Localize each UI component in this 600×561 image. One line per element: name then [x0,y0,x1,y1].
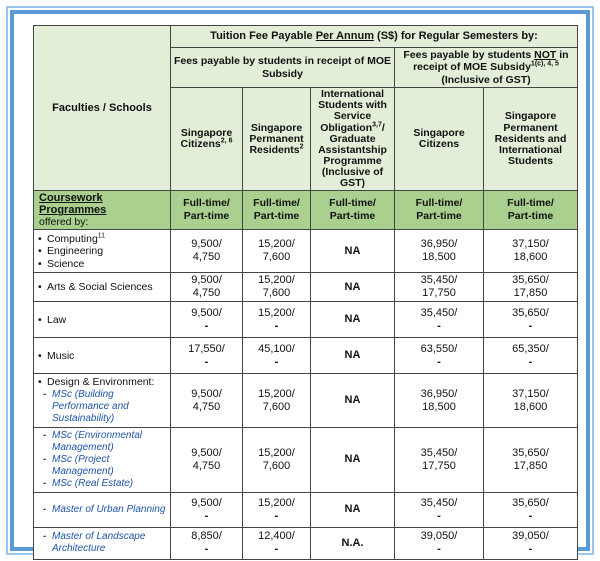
fee-value-cell [484,273,578,302]
fee-value-cell [395,273,484,302]
fee-value-line: 36,950/ [420,387,458,400]
faculties-schools-header [34,26,171,191]
fee-value-line: 35,650/ [512,306,549,319]
fee-value-cell [484,527,578,559]
fee-value-line: 15,200/ [258,446,295,459]
programme-cell [34,427,171,492]
fulltime-label: Full-time/ [507,197,554,210]
programme-text: Arts & Social Sciences [47,281,153,293]
programme-text: MSc (Real Estate) [52,477,134,489]
fee-value-cell [243,230,311,273]
footnote-sup: 11 [97,232,106,239]
fee-value-line: 18,600 [513,400,548,413]
fee-value-cell [171,302,243,338]
fee-value-cell [311,427,395,492]
programme-cell [34,338,171,374]
fee-value-line: 15,200/ [258,238,295,251]
programme-text: MSc (Project Management) [52,453,114,477]
fee-value-line: NA [344,503,361,516]
title-underlined-text: Per Annum [315,30,374,43]
fee-value-line: 15,200/ [258,306,295,319]
fee-value-line: - [274,509,279,522]
fulltime-parttime-header [243,191,311,230]
programme-label [43,478,168,490]
fee-value-cell [484,427,578,492]
fee-value-cell [311,527,395,559]
fee-value-cell [395,338,484,374]
fee-value-cell [171,374,243,428]
subsidy-group-header [171,48,395,88]
programme-label [43,504,168,516]
fee-value-line: 39,050/ [420,530,458,543]
fee-value-line: 18,500 [422,251,456,264]
faculties-schools-label: Faculties / Schools [52,101,152,114]
fee-value-cell [243,492,311,527]
faculty-label [38,258,168,271]
fee-row [34,273,578,302]
fee-value-cell [171,230,243,273]
fee-value-cell [171,527,243,559]
fee-value-cell [395,427,484,492]
fee-value-line: 15,200/ [258,496,295,509]
fulltime-parttime-header [171,191,243,230]
fee-value-line: 17,850 [513,459,548,472]
programme-text: Music [47,349,75,362]
fee-row [34,338,578,374]
fee-value-cell [171,338,243,374]
fee-value-line: 9,500/ [191,387,222,400]
fee-value-cell [484,374,578,428]
programme-label [43,389,168,425]
dash-marker: - [43,453,47,465]
fee-value-line: - [437,319,441,332]
col-header-sg-citizens-nonsubsidized [395,88,484,191]
fee-value-cell [311,338,395,374]
fee-value-cell [243,302,311,338]
parttime-label: Part-time [416,210,462,223]
fee-value-line: 9,500/ [191,306,222,319]
fee-table-body [34,230,578,560]
fee-value-cell [311,273,395,302]
fee-value-line: 37,150/ [512,238,549,251]
fee-value-cell [395,527,484,559]
col-footnote-sup: 2, 6 [220,137,233,145]
non-subsidy-footnote-sup: 1(c), 4, 5 [530,60,559,68]
fee-value-cell [395,230,484,273]
fee-value-line: 9,500/ [191,274,222,287]
programme-text: Engineering [47,245,104,257]
col-header-sg-pr-intl-nonsubsidized [484,88,578,191]
fee-value-cell [484,230,578,273]
fee-value-line: - [204,319,209,332]
fee-value-cell [243,427,311,492]
programme-label [43,454,168,478]
fee-value-cell [243,273,311,302]
fee-value-line: - [437,355,441,368]
faculty-label [38,314,168,327]
fee-value-line: 17,750 [422,287,456,300]
fee-value-cell [395,374,484,428]
coursework-label: Coursework Programmes [39,192,107,217]
fulltime-label: Full-time/ [183,197,230,210]
coursework-programmes-header [34,191,171,230]
dash-marker: - [43,477,47,489]
fee-value-line: 9,500/ [191,238,222,251]
bullet-marker: • [38,349,42,362]
fee-value-line: 63,550/ [420,342,458,355]
parttime-label: Part-time [507,210,554,223]
fee-row [34,527,578,559]
title-text-tail: (S$) for Regular Semesters by: [373,30,538,43]
parttime-label: Part-time [253,210,300,223]
fee-value-cell [243,374,311,428]
fee-value-line: - [528,509,533,522]
fee-value-line: 17,750 [422,459,456,472]
fee-value-line: - [437,509,441,522]
programme-cell [34,230,171,273]
programme-text: Computing$^{11}$ [47,232,106,245]
fulltime-label: Full-time/ [253,197,300,210]
non-subsidy-gst-note: (Inclusive of GST) [441,73,531,86]
fee-value-line: 17,550/ [188,342,225,355]
fee-value-line: - [274,355,279,368]
fee-value-line: 12,400/ [258,530,295,543]
col-header-sg-pr-subsidized [243,88,311,191]
fee-row [34,492,578,527]
faculty-label [38,376,168,389]
fee-value-line: - [274,319,279,332]
programme-text: MSc (Building Performance and Sustainability) [52,388,129,424]
programme-cell [34,527,171,559]
fee-value-line: 9,500/ [191,446,222,459]
faculty-label [38,281,168,294]
programme-cell [34,492,171,527]
programme-text: Design & Environment: [47,376,155,389]
programme-text: Master of Landscape Architecture [52,531,146,555]
fee-value-line: 45,100/ [258,342,295,355]
col-label: Singapore Citizens [180,127,233,151]
col-label-tail: Graduate Assistantship Programme (Inclusive of GST) [318,132,387,190]
fee-value-line: 65,350/ [512,342,549,355]
fee-value-line: 4,750 [192,251,221,264]
fee-value-line: 4,750 [192,400,221,413]
fulltime-parttime-header [395,191,484,230]
fee-value-line: 35,450/ [420,274,458,287]
fee-row [34,374,578,428]
fulltime-label: Full-time/ [329,197,376,210]
non-subsidy-group-header [395,48,578,88]
col-label: International Students with Service Obligation [318,88,387,134]
programme-cell [34,374,171,428]
bullet-marker: • [38,232,42,245]
fee-row [34,427,578,492]
fee-value-line: - [204,543,209,556]
bullet-marker: • [38,245,42,257]
fee-value-cell [395,302,484,338]
title-text: Tuition Fee Payable [210,30,316,43]
faculty-label [38,233,168,246]
fee-value-line: 7,600 [262,400,291,413]
faculty-label [38,350,168,363]
fee-value-line: - [528,543,533,556]
tuition-fee-table [33,25,578,560]
subsidy-group-label: Fees payable by students in receipt of MOE Subsidy [173,55,392,80]
fee-value-line: 36,950/ [420,238,458,251]
fee-value-line: - [204,355,209,368]
non-subsidy-not-text: NOT [534,49,557,61]
offered-by-label: offered by: [39,216,89,229]
table-title [171,26,578,48]
fee-value-cell [311,230,395,273]
fee-value-line: NA [344,280,361,293]
faculty-label [38,245,168,258]
bullet-marker: • [38,257,42,270]
fee-row [34,302,578,338]
fee-value-cell [311,302,395,338]
fee-row [34,230,578,273]
col-footnote-sup: 3,7 [372,121,382,128]
programme-text: Science [47,257,85,270]
fee-value-line: 37,150/ [512,387,549,400]
programme-label [43,531,168,555]
fee-value-line: 15,200/ [258,387,295,400]
fee-value-cell [243,527,311,559]
fee-value-line: - [204,509,209,522]
parttime-label: Part-time [329,210,376,223]
programme-cell [34,302,171,338]
fee-value-line: 39,050/ [512,530,549,543]
fee-value-cell [171,273,243,302]
fee-value-line: - [528,319,533,332]
fee-value-line: 35,650/ [512,496,549,509]
fee-value-line: 4,750 [192,287,221,300]
fee-value-line: 9,500/ [191,496,222,509]
fee-value-line: 18,500 [422,400,456,413]
fee-value-line: 18,600 [513,251,548,264]
parttime-label: Part-time [183,210,230,223]
programme-text: MSc (Environmental Management) [52,429,143,453]
fee-value-cell [311,374,395,428]
fee-value-line: 35,650/ [512,446,549,459]
bullet-marker: • [38,281,42,293]
col-label: Singapore Permanent Residents [249,121,304,156]
non-subsidy-text: Fees payable by students [403,49,535,61]
programme-text: Master of Urban Planning [52,503,166,515]
col-label: Singapore Citizens [413,127,465,151]
fee-value-cell [171,492,243,527]
non-subsidy-text-tail: in receipt of MOE Subsidy [413,49,569,74]
fulltime-parttime-header [311,191,395,230]
fee-value-cell [395,492,484,527]
dash-marker: - [43,503,47,515]
fee-value-line: 35,650/ [512,274,549,287]
fee-value-line: - [437,543,441,556]
fee-value-line: 35,450/ [420,306,458,319]
fulltime-parttime-header [484,191,578,230]
fee-value-line: NA [344,244,361,257]
fee-value-line: N.A. [341,536,364,549]
fee-value-cell [484,492,578,527]
fee-value-cell [171,427,243,492]
fee-value-line: NA [344,453,361,466]
fee-value-cell [243,338,311,374]
col-footnote-sup: 2 [299,143,304,151]
fee-value-cell [484,302,578,338]
fee-value-line: NA [344,394,361,406]
fee-value-cell [311,492,395,527]
dash-marker: - [43,429,47,441]
fee-value-line: - [274,543,279,556]
dash-marker: - [43,531,47,543]
col-header-sg-citizens-subsidized [171,88,243,191]
fee-value-line: 17,850 [513,287,548,300]
fee-value-line: 15,200/ [258,274,295,287]
fee-value-line: 7,600 [262,287,291,300]
col-label-slash: / [381,121,385,134]
programme-label [43,430,168,454]
col-header-intl-service-obligation [311,88,395,191]
fee-table-header [34,26,578,230]
fee-value-line: 7,600 [262,459,291,472]
fee-value-line: NA [344,313,361,326]
programme-cell [34,273,171,302]
fee-value-line: 35,450/ [420,496,458,509]
fee-value-line: NA [344,349,361,362]
fee-value-line: - [528,355,533,368]
fee-value-line: 4,750 [192,459,221,472]
col-label: Singapore Permanent Residents and International Students [494,110,567,167]
bullet-marker: • [38,313,42,326]
programme-text: Law [47,313,67,326]
bullet-marker: • [38,376,42,389]
fee-value-line: 8,850/ [191,530,222,543]
dash-marker: - [43,388,47,400]
fee-value-cell [484,338,578,374]
fee-value-line: 35,450/ [420,446,458,459]
fee-value-line: 7,600 [262,251,291,264]
fulltime-label: Full-time/ [415,197,463,210]
